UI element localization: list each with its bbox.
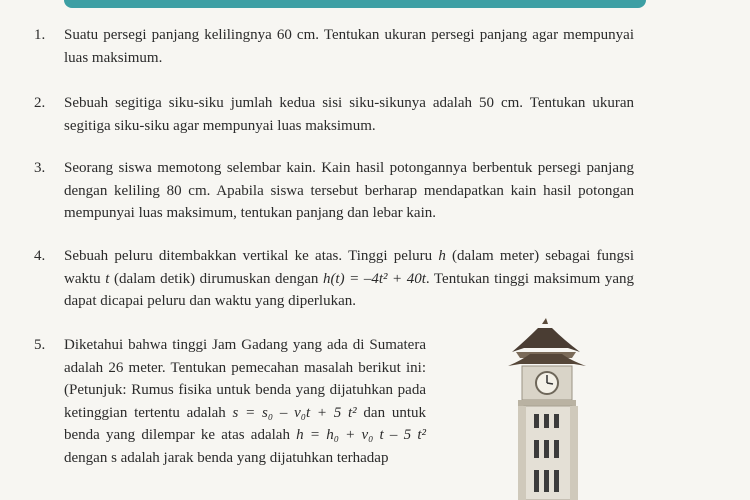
- problem-4: [34, 245, 634, 313]
- problem-number: 3.: [34, 160, 46, 176]
- problem-3: [34, 157, 634, 225]
- problem-2: [34, 92, 634, 137]
- fall-formula: s = s₀ – v₀t + 5 t²: [232, 404, 357, 421]
- variable-t: t: [105, 270, 110, 287]
- problem-5: [34, 334, 426, 469]
- variable-h: h: [438, 248, 446, 264]
- problem-text: Sebuah segitiga siku-siku jumlah kedua sisi siku-sikunya adalah 50 cm. Tentukan ukuran segitiga siku-siku agar mempunyai luas maksimum.: [64, 95, 634, 134]
- problem-1: [34, 24, 634, 69]
- text-segment: dengan s adalah jarak benda yang dijatuhkan terhadap: [64, 449, 389, 466]
- problem-number: 4.: [34, 248, 46, 264]
- text-segment: dan untuk benda yang dilempar ke atas adalah: [64, 404, 427, 443]
- throw-formula: h = h₀ + v₀ t – 5 t²: [296, 427, 427, 443]
- problem-number: 1.: [34, 27, 46, 43]
- header-accent-bar: [64, 0, 646, 8]
- problem-number: 5.: [34, 337, 46, 353]
- height-formula: h(t) = –4t² + 40t: [322, 270, 426, 287]
- problem-number: 2.: [34, 95, 46, 111]
- jam-gadang-tower-illustration: [482, 318, 612, 500]
- problem-text: Seorang siswa memotong selembar kain. Kain hasil potongannya berbentuk persegi panjang dengan keliling 80 cm. Apabila siswa tersebut berharap mendapatkan kain hasil potongan mempunyai luas maksimum, tentukan panjang dan lebar kain.: [64, 160, 634, 221]
- problem-text: [64, 334, 426, 469]
- problem-text: Suatu persegi panjang kelilingnya 60 cm. Tentukan ukuran persegi panjang agar mempunyai luas maksimum.: [64, 27, 634, 66]
- text-segment: (dalam meter) sebagai fungsi waktu: [64, 248, 634, 287]
- text-segment: Diketahui bahwa tinggi Jam Gadang yang ada di Sumatera adalah 26 meter. Tentukan pemecahan masalah berikut ini: (Petunjuk: Rumus fisika untuk benda yang dijatuhkan pada ketinggian tertentu adalah: [64, 337, 426, 421]
- text-segment: Sebuah peluru ditembakkan vertikal ke atas. Tinggi peluru: [64, 248, 439, 264]
- text-segment: . Tentukan tinggi maksimum yang dapat dicapai peluru dan waktu yang diperlukan.: [64, 270, 635, 309]
- text-segment: (dalam detik) dirumuskan dengan: [109, 270, 323, 287]
- problem-text: [64, 245, 634, 313]
